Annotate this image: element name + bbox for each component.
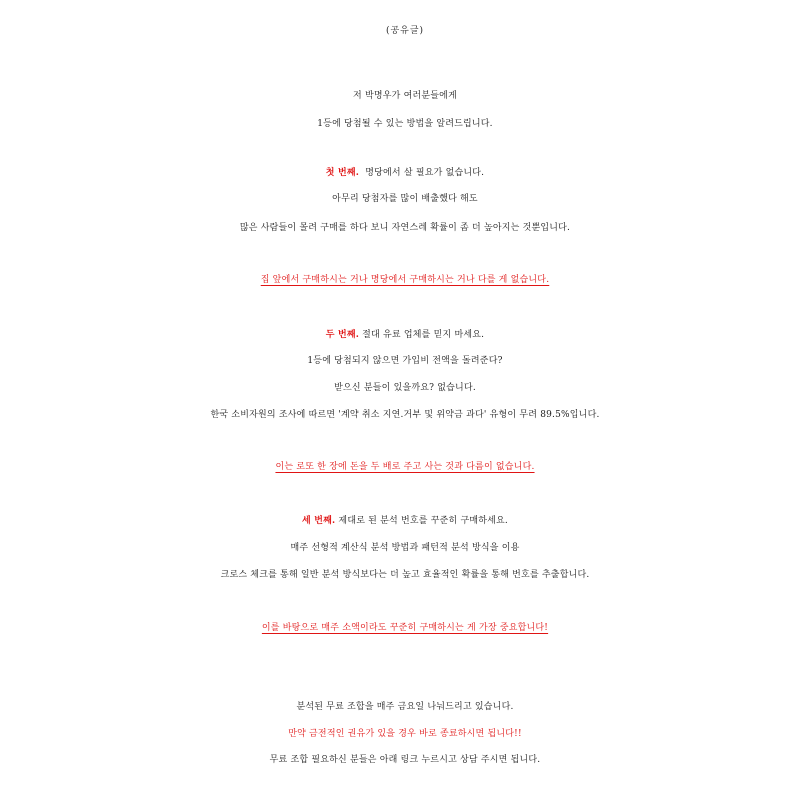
section1-line-1: 아무리 당첨자를 많이 배출했다 해도 (332, 194, 478, 204)
footer-line-3: 무료 조합 필요하신 분들은 아래 링크 누르시고 상담 주시면 됩니다. (269, 755, 541, 765)
section3-line-2: 크로스 체크를 통해 일반 분석 방식보다는 더 높고 효율적인 확률을 통해 번호를 추출합니다. (220, 570, 590, 580)
footer-line-2: 만약 금전적인 권유가 있을 경우 바로 종료하시면 됩니다!! (288, 729, 522, 739)
section1-line-2: 많은 사람들이 몰려 구매를 하다 보니 자연스레 확률이 좀 더 높아지는 것뿐입니다. (239, 223, 571, 233)
section2-heading-text: 절대 유료 업체를 믿지 마세요. (359, 330, 485, 340)
section2-highlight: 이는 로또 한 장에 돈을 두 배로 주고 사는 것과 다름이 없습니다. (275, 462, 535, 472)
section3-line-1: 매주 선형적 계산식 분석 방법과 패턴적 분석 방식을 이용 (290, 543, 520, 553)
section1-heading-line (0, 163, 810, 183)
section2-line-3: 한국 소비자원의 조사에 따르면 '계약 취소 지연.거부 및 위약금 과다' 유형이 무려 89.5%입니다. (210, 410, 600, 420)
section3-heading: 세 번째. (302, 516, 336, 526)
section3-heading-text: 제대로 된 분석 번호를 꾸준히 구매하세요. (335, 516, 508, 526)
section3-heading-line (0, 511, 810, 531)
page-title: (공유글) (385, 26, 425, 36)
section2-line-2: 받으신 분들이 있을까요? 없습니다. (334, 383, 476, 393)
section3-highlight: 이를 바탕으로 매주 소액이라도 꾸준히 구매하시는 게 가장 중요합니다! (261, 623, 549, 633)
section1-heading-text: 명당에서 살 필요가 없습니다. (359, 168, 485, 178)
intro-line-1: 저 박명우가 여러분들에게 (353, 91, 457, 101)
section2-heading: 두 번째. (325, 330, 360, 340)
intro-line-2: 1등에 당첨될 수 있는 방법을 알려드립니다. (317, 119, 493, 129)
section2-heading-line (0, 325, 810, 345)
section1-highlight: 집 앞에서 구매하시는 거나 명당에서 구매하시는 거나 다를 게 없습니다. (260, 275, 550, 285)
section2-line-1: 1등에 당첨되지 않으면 가입비 전액을 돌려준다? (307, 356, 503, 366)
footer-line-1: 분석된 무료 조합을 매주 금요일 나눠드리고 있습니다. (296, 702, 514, 712)
section1-heading: 첫 번째. (325, 168, 360, 178)
